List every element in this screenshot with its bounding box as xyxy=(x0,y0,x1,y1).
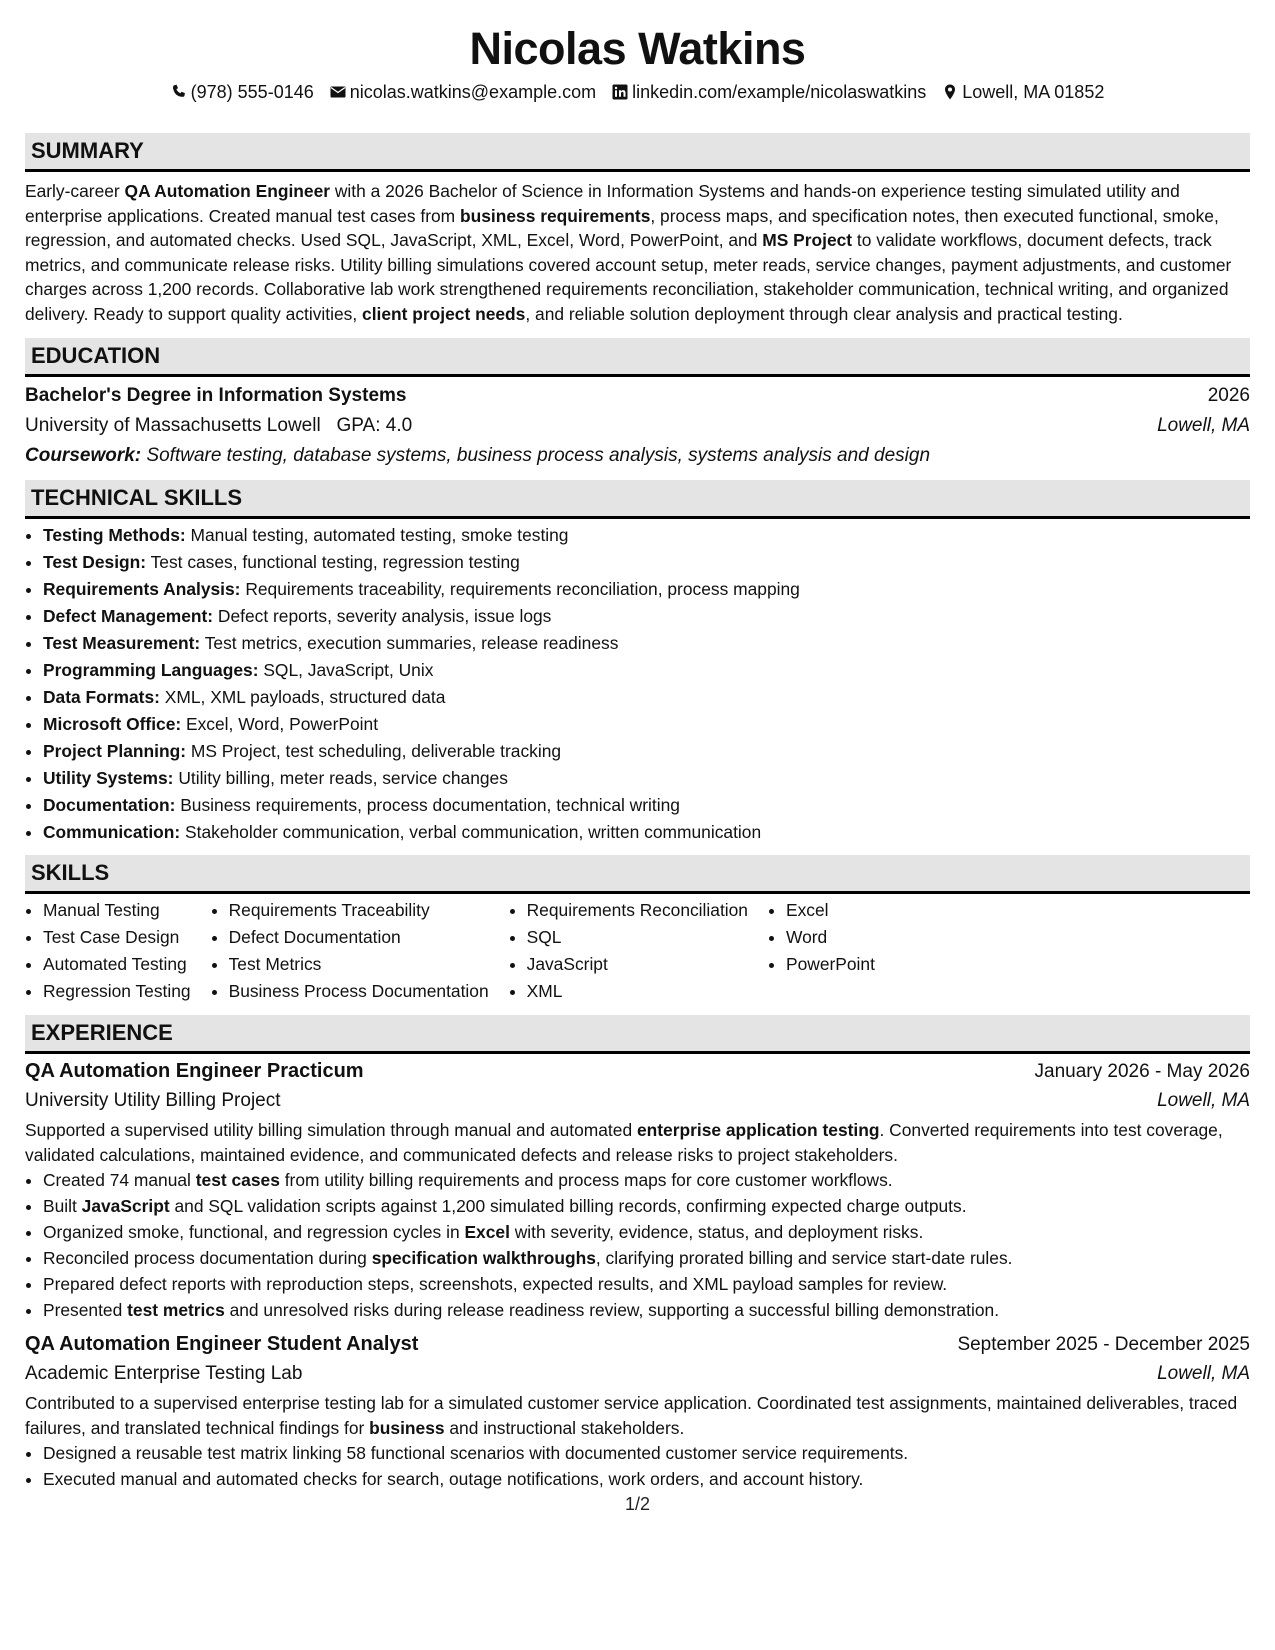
contact-phone[interactable] xyxy=(171,80,314,104)
education-entry xyxy=(25,381,1250,471)
section-technical-skills-heading: TECHNICAL SKILLS xyxy=(25,480,1250,519)
technical-skill-item xyxy=(43,792,1250,819)
skill-item: • Requirements Reconciliation xyxy=(527,897,748,924)
text-run: Built xyxy=(43,1196,82,1216)
job-entry xyxy=(25,1329,1250,1492)
technical-skill-value: SQL, JavaScript, Unix xyxy=(258,660,434,680)
job-intro xyxy=(25,1391,1250,1440)
degree-title: Bachelor's Degree in Information Systems xyxy=(25,385,407,406)
skill-item: • Manual Testing xyxy=(43,897,191,924)
text-run: Executed manual and automated checks for search, outage notifications, work orders, and account history. xyxy=(43,1469,864,1489)
technical-skill-item xyxy=(43,522,1250,549)
technical-skill-value: MS Project, test scheduling, deliverable tracking xyxy=(186,741,562,761)
skills-column xyxy=(211,897,489,1005)
text-run: Created 74 manual xyxy=(43,1170,196,1190)
summary-emphasis: QA Automation Engineer xyxy=(124,181,331,201)
technical-skill-item xyxy=(43,819,1250,846)
bold-text: test cases xyxy=(195,1170,280,1190)
technical-skill-label: Communication: xyxy=(43,822,181,842)
job-bullet xyxy=(43,1440,1250,1466)
job-bullet xyxy=(43,1219,1250,1245)
linkedin-text: linkedin.com/example/nicolaswatkins xyxy=(632,82,927,102)
phone-icon xyxy=(171,84,187,100)
contact-email[interactable] xyxy=(330,80,596,104)
job-dates: January 2026 - May 2026 xyxy=(1034,1061,1250,1082)
skill-item: • Test Metrics xyxy=(229,951,489,978)
technical-skill-value: Test cases, functional testing, regression testing xyxy=(146,552,520,572)
text-run: with severity, evidence, status, and deployment risks. xyxy=(509,1222,924,1242)
technical-skill-label: Requirements Analysis: xyxy=(43,579,241,599)
gpa: GPA: 4.0 xyxy=(336,415,413,436)
skill-item: • Automated Testing xyxy=(43,951,191,978)
job-bullet xyxy=(43,1193,1250,1219)
job-bullet xyxy=(43,1466,1250,1492)
job-location: Lowell, MA xyxy=(1157,1090,1250,1111)
technical-skill-value: Excel, Word, PowerPoint xyxy=(181,714,379,734)
candidate-name: Nicolas Watkins xyxy=(469,23,806,74)
technical-skill-label: Data Formats: xyxy=(43,687,160,707)
skill-item: • Test Case Design xyxy=(43,924,191,951)
technical-skill-item xyxy=(43,549,1250,576)
skill-item: • SQL xyxy=(527,924,748,951)
school-name: University of Massachusetts Lowell xyxy=(25,415,321,436)
technical-skill-label: Microsoft Office: xyxy=(43,714,182,734)
summary-emphasis: business requirements xyxy=(459,205,651,226)
technical-skills-list xyxy=(25,522,1250,846)
map-pin-icon xyxy=(942,84,958,100)
section-summary-heading: SUMMARY xyxy=(25,133,1250,172)
skill-item: • PowerPoint xyxy=(786,951,875,978)
technical-skill-item xyxy=(43,657,1250,684)
job-title: QA Automation Engineer Student Analyst xyxy=(25,1333,419,1355)
text-run: from utility billing requirements and process maps for core customer workflows. xyxy=(279,1170,893,1190)
technical-skill-label: Programming Languages: xyxy=(43,660,259,680)
technical-skill-label: Documentation: xyxy=(43,795,176,815)
job-bullets xyxy=(25,1167,1250,1323)
coursework-text: Software testing, database systems, business process analysis, systems analysis and design xyxy=(141,445,931,466)
skill-item: • Word xyxy=(786,924,875,951)
summary-text: to validate workflows, document defects, track metrics, and communicate release risks. Utility billing simulations covered account setup, meter reads, service changes, payment adjustments, and customer charges across 1,200 records. Collaborative lab work strengthened requirements reconciliation, stakeholder communication, technical writing, and organized delivery. Ready to support quality activities, xyxy=(25,230,1232,324)
job-subheader xyxy=(25,1086,1250,1116)
technical-skill-label: Project Planning: xyxy=(43,741,187,761)
skill-item: • Business Process Documentation xyxy=(229,978,489,1005)
text-run: Contributed to a supervised enterprise testing lab for a simulated customer service application. Coordinated test assignments, maintained deliverables, traced failures, and translated technical findings for xyxy=(25,1393,1238,1438)
page-number: 1/2 xyxy=(624,1494,651,1514)
skills-grid xyxy=(25,897,1250,1005)
skill-item: • Regression Testing xyxy=(43,978,191,1005)
skills-column xyxy=(768,897,875,1005)
contact-line xyxy=(25,80,1250,104)
job-bullet xyxy=(43,1297,1250,1323)
school-location: Lowell, MA xyxy=(1157,415,1250,436)
job-header xyxy=(25,1056,1250,1086)
skill-item: • XML xyxy=(527,978,748,1005)
technical-skill-value: Defect reports, severity analysis, issue logs xyxy=(213,606,552,626)
technical-skill-label: Test Design: xyxy=(43,552,147,572)
job-bullet xyxy=(43,1271,1250,1297)
text-run: Prepared defect reports with reproduction steps, screenshots, expected results, and XML payload samples for review. xyxy=(43,1274,948,1294)
job-bullet xyxy=(43,1245,1250,1271)
technical-skill-value: Stakeholder communication, verbal communication, written communication xyxy=(180,822,762,842)
technical-skill-label: Utility Systems: xyxy=(43,768,174,788)
job-header xyxy=(25,1329,1250,1359)
technical-skill-item xyxy=(43,576,1250,603)
text-run: Reconciled process documentation during xyxy=(43,1248,372,1268)
skill-item: • JavaScript xyxy=(527,951,748,978)
summary-text: with a 2026 Bachelor of Science in Information Systems and hands-on experience testing simulated utility and enterprise applications. Created manual test cases from xyxy=(25,181,1180,226)
linkedin-icon xyxy=(612,84,628,100)
skills-column xyxy=(509,897,748,1005)
job-bullet xyxy=(43,1167,1250,1193)
technical-skill-item xyxy=(43,738,1250,765)
summary-text: , process maps, and specification notes, then executed functional, smoke, regression, and automated checks. Used SQL, JavaScript, XML, Excel, Word, PowerPoint, and xyxy=(25,205,1219,250)
coursework-label: Coursework: xyxy=(25,445,142,466)
bold-text: Excel xyxy=(464,1222,510,1242)
technical-skill-label: Defect Management: xyxy=(43,606,214,626)
text-run: and unresolved risks during release readiness review, supporting a successful billing demonstration. xyxy=(224,1300,1000,1320)
bold-text: specification walkthroughs xyxy=(371,1248,596,1268)
job-organization: Academic Enterprise Testing Lab xyxy=(25,1363,303,1384)
technical-skill-item xyxy=(43,603,1250,630)
technical-skill-value: Manual testing, automated testing, smoke testing xyxy=(185,525,569,545)
text-run: , clarifying prorated billing and service start-date rules. xyxy=(595,1248,1013,1268)
text-run: Presented xyxy=(43,1300,128,1320)
text-run: Supported a supervised utility billing simulation through manual and automated xyxy=(25,1120,637,1140)
skill-item: • Requirements Traceability xyxy=(229,897,489,924)
section-experience-heading: EXPERIENCE xyxy=(25,1015,1250,1054)
experience-list xyxy=(25,1056,1250,1492)
section-education-heading: EDUCATION xyxy=(25,338,1250,377)
technical-skill-value: Business requirements, process documentation, technical writing xyxy=(175,795,680,815)
bold-text: test metrics xyxy=(127,1300,225,1320)
bold-text: JavaScript xyxy=(81,1196,170,1216)
technical-skill-value: XML, XML payloads, structured data xyxy=(159,687,446,707)
text-run: and SQL validation scripts against 1,200 simulated billing records, confirming expected charge outputs. xyxy=(169,1196,967,1216)
school-line xyxy=(25,411,412,441)
text-run: and instructional stakeholders. xyxy=(444,1417,685,1438)
bold-text: enterprise application testing xyxy=(636,1120,880,1140)
summary-text: Early-career xyxy=(25,181,125,201)
graduation-year: 2026 xyxy=(1207,385,1250,406)
technical-skill-item xyxy=(43,765,1250,792)
envelope-icon xyxy=(330,84,346,100)
summary-emphasis: MS Project xyxy=(762,230,853,250)
resume-page xyxy=(25,0,1250,1492)
skill-item: • Defect Documentation xyxy=(229,924,489,951)
bold-text: business xyxy=(369,1417,445,1438)
job-organization: University Utility Billing Project xyxy=(25,1090,281,1111)
text-run: Designed a reusable test matrix linking 58 functional scenarios with documented customer service requirements. xyxy=(43,1443,909,1463)
email-text: nicolas.watkins@example.com xyxy=(349,82,597,102)
text-run: . Converted requirements into test coverage, validated calculations, maintained evidence, and communicated defects and release risks to project stakeholders. xyxy=(25,1120,1223,1165)
location-text: Lowell, MA 01852 xyxy=(962,82,1105,102)
text-run: Organized smoke, functional, and regression cycles in xyxy=(43,1222,465,1242)
skills-column xyxy=(25,897,191,1005)
job-dates: September 2025 - December 2025 xyxy=(957,1334,1250,1355)
technical-skill-value: Test metrics, execution summaries, release readiness xyxy=(200,633,619,653)
job-subheader xyxy=(25,1359,1250,1389)
skill-item: • Excel xyxy=(786,897,875,924)
job-entry xyxy=(25,1056,1250,1323)
job-bullets xyxy=(25,1440,1250,1492)
job-intro xyxy=(25,1118,1250,1167)
technical-skill-item xyxy=(43,630,1250,657)
coursework-line xyxy=(25,441,1250,471)
technical-skill-value: Utility billing, meter reads, service changes xyxy=(173,768,508,788)
technical-skill-item xyxy=(43,684,1250,711)
summary-emphasis: client project needs xyxy=(362,303,526,324)
technical-skill-value: Requirements traceability, requirements reconciliation, process mapping xyxy=(240,579,800,599)
technical-skill-label: Test Measurement: xyxy=(43,633,201,653)
technical-skill-label: Testing Methods: xyxy=(43,525,186,545)
summary-paragraph xyxy=(25,179,1250,326)
summary-text: , and reliable solution deployment through clear analysis and practical testing. xyxy=(525,303,1123,324)
job-location: Lowell, MA xyxy=(1157,1363,1250,1384)
phone-text: (978) 555-0146 xyxy=(190,82,314,102)
contact-linkedin[interactable] xyxy=(612,80,926,104)
section-skills-heading: SKILLS xyxy=(25,855,1250,894)
technical-skill-item xyxy=(43,711,1250,738)
contact-location xyxy=(942,80,1104,104)
job-title: QA Automation Engineer Practicum xyxy=(25,1060,364,1082)
